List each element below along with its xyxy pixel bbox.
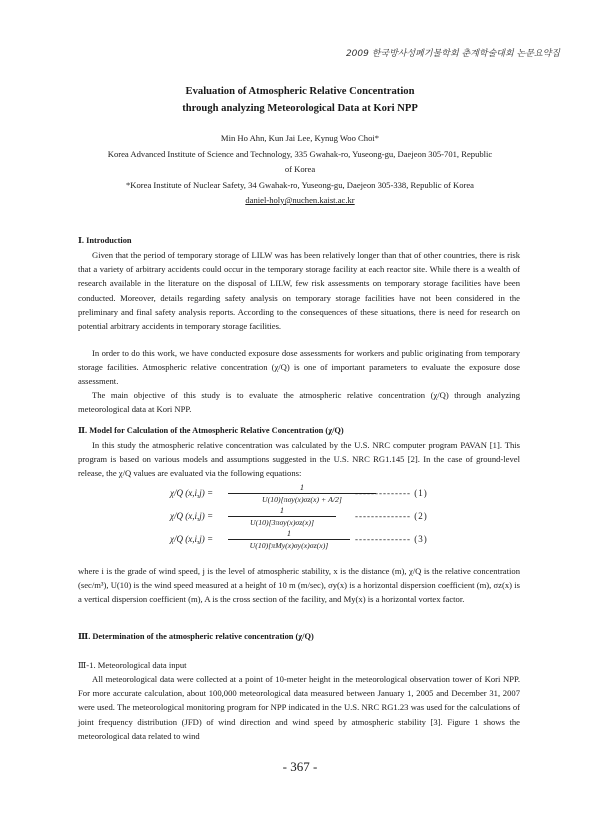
paper-title-line-2: through analyzing Meteorological Data at Kori NPP <box>182 103 418 114</box>
model-paragraph-2: where i is the grade of wind speed, j is the level of atmospheric stability, x is the distance (m), χ/Q is the relative concentration (sec/m³), U(10) is the wind speed measured at a height of 10 m (m/sec), σy(x) is a horizontal dispersion coefficient (m), σz(x) is a vertical dispersion coefficient (m), A is the cross section of the facility, and My(x) is a horizontal vortex factor. <box>78 566 520 605</box>
author-list: Min Ho Ahn, Kun Jai Lee, Kynug Woo Choi* <box>220 133 380 143</box>
meteorology-paragraph-1: All meteorological data were collected at a point of 10-meter height in the meteorological observation tower of Kori NPP. For more accurate calculation, about 100,000 meteorological data measured between January 1, 2005 and December 31, 2007 were used. The meteorological monitoring program for NPP indicated in the U.S. NRC RG1.23 was used for the calculations of joint frequency distribution (JFD) of wind direction and wind speed by atmospheric stability [3]. Figure 1 shows the meteorological data related to wind <box>78 674 520 741</box>
proceedings-header: 2009 한국방사성폐기물학회 춘계학술대회 논문요약집 <box>345 49 560 59</box>
equation-3-denominator: U(10)[πMy(x)σy(x)σz(x)] <box>249 541 329 550</box>
intro-paragraph-3: The main objective of this study is to evaluate the atmospheric relative concentration (χ/Q) through analyzing meteorological data at Kori NPP. <box>78 390 520 415</box>
section-2-heading: Ⅱ. Model for Calculation of the Atmospheric Relative Concentration (χ/Q) <box>78 426 344 435</box>
equation-1 <box>170 483 470 505</box>
equation-2-number: -------------- (2) <box>355 511 428 521</box>
page-number: - 367 - <box>282 759 318 774</box>
affiliation-1: Korea Advanced Institute of Science and Technology, 335 Gwahak-ro, Yuseong-gu, Daejeon 305-701, Republic <box>107 149 493 159</box>
equation-3-fraction <box>228 529 350 551</box>
equation-3-lhs: χ/Q (x,i,j) = <box>170 534 214 544</box>
equation-2-lhs: χ/Q (x,i,j) = <box>170 511 214 521</box>
equation-3-numerator: 1 <box>228 529 350 540</box>
equation-2-fraction <box>228 506 336 528</box>
section-3-heading: Ⅲ. Determination of the atmospheric relative concentration (χ/Q) <box>78 632 314 641</box>
equation-2 <box>170 506 470 528</box>
equation-3-number: -------------- (3) <box>355 534 428 544</box>
intro-paragraph-1: Given that the period of temporary storage of LILW was has been relatively longer than that of other countries, there is risk that a variety of arbitrary accidents could occur in the temporary storage facility at each reactor site. While there is a wealth of research available in the literature on the disposal of LILW, few risk assessments on temporary storage facilities have been conducted. Moreover, details regarding safety analysis on temporary storage facilities have not been considered in the preliminary and final safety analysis reports. According to the consequences of these situations, there is need for research on potential arbitrary accidents in temporary storage facilities. <box>78 250 520 332</box>
paper-title-line-1: Evaluation of Atmospheric Relative Concentration <box>185 86 415 97</box>
intro-paragraph-2: In order to do this work, we have conducted exposure dose assessments for workers and public originating from temporary storage facilities. Atmospheric relative concentration (χ/Q) is one of important parameters to evaluate the exposure dose assessment. <box>78 348 520 387</box>
equation-2-numerator: 1 <box>228 506 336 517</box>
equation-1-denominator: U(10)[πσy(x)σz(x) + A/2] <box>262 495 342 504</box>
affiliation-1-cont: of Korea <box>284 164 316 174</box>
equation-2-denominator: U(10)[3πσy(x)σz(x)] <box>250 518 314 527</box>
section-1-heading: Ⅰ. Introduction <box>78 236 132 245</box>
equation-1-fraction <box>228 483 376 505</box>
equation-1-lhs: χ/Q (x,i,j) = <box>170 488 214 498</box>
model-paragraph-1: In this study the atmospheric relative concentration was calculated by the U.S. NRC computer program PAVAN [1]. This program is based on various models and assumptions suggested in the U.S. NRC RG1.145 [2]. In the case of ground-level release, the χ/Q values are evaluated via the following equations: <box>78 440 520 479</box>
author-email[interactable]: daniel-holy@nuchen.kaist.ac.kr <box>245 195 355 205</box>
affiliation-2: *Korea Institute of Nuclear Safety, 34 Gwahak-ro, Yuseong-gu, Daejeon 305-338, Republic of Korea <box>125 180 475 190</box>
equation-3 <box>170 529 470 551</box>
equation-1-numerator: 1 <box>228 483 376 494</box>
equation-1-number: -------------- (1) <box>355 488 428 498</box>
section-3-1-heading: Ⅲ-1. Meteorological data input <box>78 660 187 670</box>
